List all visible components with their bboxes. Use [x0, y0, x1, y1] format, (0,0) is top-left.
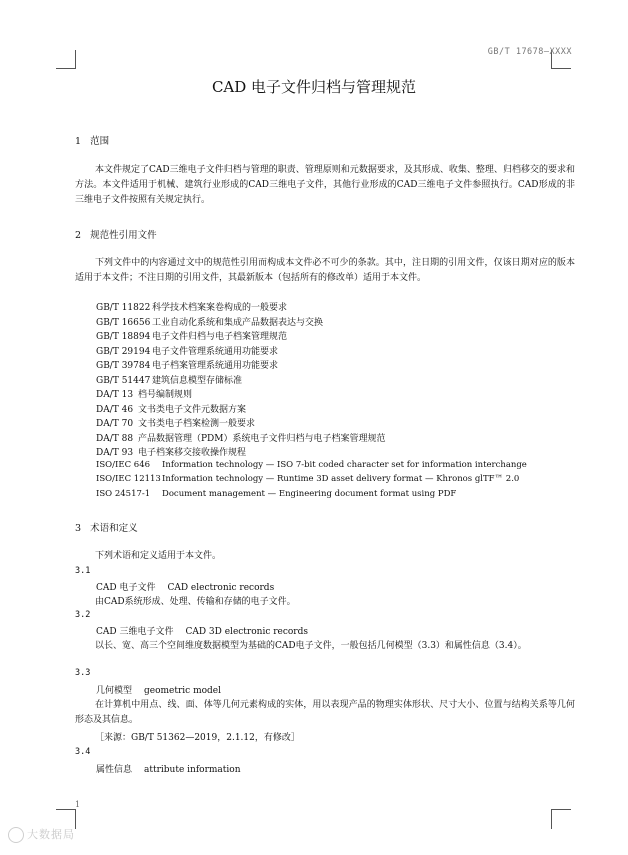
term-number: 3.4 [75, 747, 91, 757]
reference-item [96, 358, 278, 371]
crop-mark [75, 809, 76, 829]
crop-mark [56, 809, 76, 810]
reference-item [96, 489, 456, 499]
reference-title: 电子档案管理系统通用功能要求 [152, 361, 279, 371]
normative-intro-paragraph: 下列文件中的内容通过文中的规范性引用而构成本文件必不可少的条款。其中，注日期的引用文件，仅该日期对应的版本适用于本文件；不注日期的引用文件，其最新版本（包括所有的修改单）适用于本文件。 [75, 258, 575, 283]
term-zh: CAD 三维电子文件 [96, 627, 174, 637]
reference-title: 工业自动化系统和集成产品数据表达与交换 [152, 318, 324, 328]
reference-code: ISO 24517-1 [96, 489, 151, 499]
reference-code: ISO/IEC 12113 [96, 474, 161, 484]
section-heading-scope [75, 133, 109, 147]
crop-mark [551, 809, 552, 829]
reference-code: DA/T 70 [96, 419, 134, 429]
reference-item [96, 402, 246, 415]
watermark-text: 大数据局 [27, 828, 75, 841]
section-title: 术语和定义 [90, 523, 138, 534]
term-en: attribute information [144, 765, 241, 775]
term-heading [96, 762, 241, 775]
crop-mark [56, 68, 76, 69]
reference-code: GB/T 29194 [96, 347, 151, 357]
reference-title: 文书类电子档案检测一般要求 [138, 419, 256, 429]
term-definition: 以长、宽、高三个空间维度数据模型为基础的CAD电子文件，一般包括几何模型（3.3）和属性信息（3.4）。 [95, 641, 527, 651]
reference-title: 建筑信息模型存储标准 [152, 376, 243, 386]
reference-code: GB/T 51447 [96, 376, 151, 386]
term-definition: 在计算机中用点、线、面、体等几何元素构成的实体，用以表现产品的物理实体形状、尺寸大小、位置与结构关系等几何形态及其信息。 [75, 700, 575, 725]
reference-item [96, 474, 519, 484]
watermark [8, 826, 75, 843]
reference-item [96, 329, 287, 342]
term-number: 3.1 [75, 566, 91, 576]
page-number: 1 [75, 800, 81, 809]
section-heading-normative [75, 227, 157, 241]
reference-code: DA/T 93 [96, 448, 134, 458]
reference-item [96, 344, 278, 357]
reference-title: 电子档案移交接收操作规程 [138, 448, 247, 458]
term-number: 3.3 [75, 668, 91, 678]
reference-code: DA/T 46 [96, 405, 134, 415]
reference-title: 科学技术档案案卷构成的一般要求 [152, 303, 288, 313]
crop-mark [75, 50, 76, 69]
reference-item [96, 387, 192, 400]
section-title: 规范性引用文件 [90, 230, 157, 241]
reference-item [96, 431, 386, 444]
term-number: 3.2 [75, 610, 91, 620]
standard-code: GB/T 17678—XXXX [487, 47, 572, 57]
reference-title: 文书类电子文件元数据方案 [138, 405, 247, 415]
reference-title: 档号编制规则 [138, 390, 193, 400]
reference-title: 电子文件归档与电子档案管理规范 [152, 332, 288, 342]
reference-title: Document management — Engineering document format using PDF [162, 489, 457, 499]
section-title: 范围 [90, 136, 110, 147]
reference-code: ISO/IEC 646 [96, 460, 151, 470]
reference-title: 产品数据管理（PDM）系统电子文件归档与电子档案管理规范 [138, 434, 386, 444]
reference-code: GB/T 18894 [96, 332, 151, 342]
reference-code: DA/T 88 [96, 434, 134, 444]
term-en: CAD electronic records [167, 583, 275, 593]
crop-mark [551, 68, 571, 69]
term-heading [96, 580, 274, 593]
reference-item [96, 315, 323, 328]
reference-title: 电子文件管理系统通用功能要求 [152, 347, 279, 357]
reference-item [96, 460, 527, 470]
term-en: geometric model [144, 686, 221, 696]
reference-item [96, 445, 246, 458]
section-number: 3 [75, 523, 82, 534]
reference-item [96, 416, 255, 429]
reference-title: Information technology — ISO 7-bit coded character set for information interchange [162, 460, 527, 470]
reference-item [96, 300, 287, 313]
section-heading-terms [75, 520, 138, 534]
crop-mark [551, 809, 571, 810]
term-zh: 几何模型 [96, 686, 133, 696]
section-number: 2 [75, 230, 82, 241]
term-en: CAD 3D electronic records [185, 627, 308, 637]
reference-title: Information technology — Runtime 3D asset delivery format — Khronos glTF™ 2.0 [162, 474, 520, 484]
term-zh: CAD 电子文件 [96, 583, 156, 593]
reference-code: GB/T 16656 [96, 318, 151, 328]
scope-paragraph: 本文件规定了CAD三维电子文件归档与管理的职责、管理原则和元数据要求，及其形成、收集、整理、归档移交的要求和方法。本文件适用于机械、建筑行业形成的CAD三维电子文件，其他行业形成的CAD三维电子文件参照执行。CAD形成的非三维电子文件按照有关规定执行。 [75, 165, 575, 205]
reference-code: GB/T 39784 [96, 361, 151, 371]
term-definition: 由CAD系统形成、处理、传输和存储的电子文件。 [95, 597, 296, 607]
document-title: CAD 电子文件归档与管理规范 [211, 78, 417, 96]
term-source: ［来源：GB/T 51362—2019，2.1.12，有修改］ [95, 733, 300, 743]
reference-code: DA/T 13 [96, 390, 134, 400]
reference-code: GB/T 11822 [96, 303, 151, 313]
reference-item [96, 373, 242, 386]
watermark-logo-icon [8, 827, 24, 843]
term-heading [96, 683, 221, 696]
terms-intro-paragraph: 下列术语和定义适用于本文件。 [95, 551, 222, 561]
term-zh: 属性信息 [96, 765, 133, 775]
term-heading [96, 624, 308, 637]
section-number: 1 [75, 136, 82, 147]
